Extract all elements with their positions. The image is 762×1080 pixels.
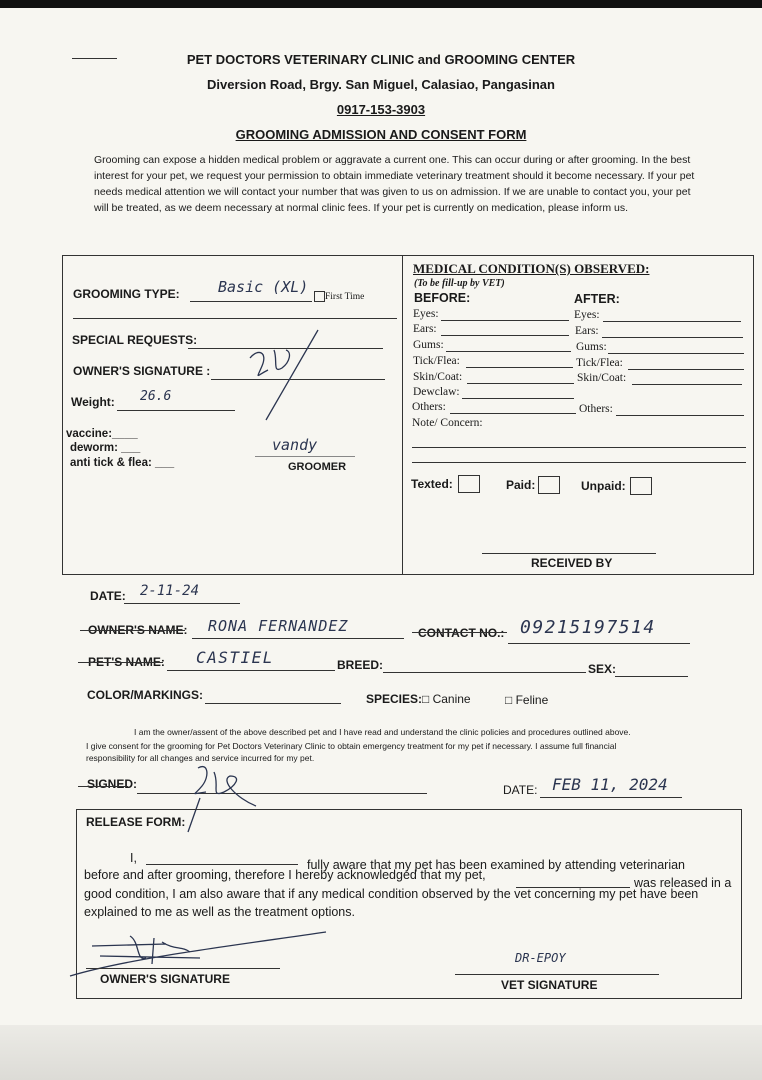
texted-label: Texted: bbox=[411, 477, 453, 491]
owner-name-label: OWNER'S NAME: bbox=[88, 623, 188, 637]
medical-subtitle: (To be fill-up by VET) bbox=[414, 278, 505, 289]
release-line3: good condition, I am also aware that if any medical condition observed by the vet concerning my pet have been bbox=[84, 887, 699, 901]
contact-value[interactable]: 09215197514 bbox=[520, 617, 656, 638]
weight-line bbox=[117, 410, 235, 411]
sex-line[interactable] bbox=[615, 676, 688, 677]
before-gums-line[interactable] bbox=[446, 351, 571, 352]
received-by-label: RECEIVED BY bbox=[531, 556, 613, 570]
before-others-line[interactable] bbox=[450, 413, 576, 414]
release-line4: explained to me as well as the treatment options. bbox=[84, 905, 355, 919]
contact-line bbox=[508, 643, 690, 644]
consent-date-line bbox=[540, 797, 682, 798]
vet-name-value[interactable]: DR-EPOY bbox=[515, 951, 566, 965]
before-label: BEFORE: bbox=[414, 291, 471, 305]
before-tickflea-label: Tick/Flea: bbox=[413, 355, 460, 367]
groomer-line bbox=[255, 456, 355, 457]
before-eyes-line[interactable] bbox=[441, 320, 569, 321]
special-requests-label: SPECIAL REQUESTS: bbox=[72, 333, 198, 347]
after-others-label: Others: bbox=[579, 403, 613, 415]
after-others-line[interactable] bbox=[616, 415, 744, 416]
before-skincoat-label: Skin/Coat: bbox=[413, 371, 463, 383]
signed-label: SIGNED: bbox=[87, 777, 138, 791]
release-line2-a: before and after grooming, therefore I hereby acknowledged that my pet, bbox=[84, 868, 486, 882]
scan-edge bbox=[0, 0, 762, 8]
color-markings-line[interactable] bbox=[205, 703, 341, 704]
unpaid-checkbox[interactable] bbox=[630, 477, 652, 495]
owner-name-value[interactable]: RONA FERNANDEZ bbox=[208, 617, 349, 635]
form-title: GROOMING ADMISSION AND CONSENT FORM bbox=[235, 127, 527, 142]
clinic-name: PET DOCTORS VETERINARY CLINIC and GROOMING CENTER bbox=[186, 52, 576, 67]
after-eyes-line[interactable] bbox=[603, 321, 741, 322]
after-tickflea-label: Tick/Flea: bbox=[576, 357, 623, 369]
groomer-label: GROOMER bbox=[288, 461, 347, 473]
before-dewclaw-line[interactable] bbox=[462, 398, 574, 399]
owner-release-signature-label: OWNER'S SIGNATURE bbox=[100, 972, 230, 986]
release-name-line[interactable] bbox=[146, 864, 298, 865]
note-line-2[interactable] bbox=[412, 462, 746, 463]
clinic-phone: 0917-153-3903 bbox=[336, 102, 426, 117]
after-gums-line[interactable] bbox=[608, 353, 744, 354]
first-time-label: First Time bbox=[325, 292, 365, 302]
before-ears-line[interactable] bbox=[441, 335, 569, 336]
paid-checkbox[interactable] bbox=[538, 476, 560, 494]
intro-paragraph: Grooming can expose a hidden medical problem or aggravate a current one. This can occur during or after grooming. In the best interest for your pet, we request your permission to obtain immediate veterinary treatment should it become necessary. If your pet needs medical attention we will contact your number that was given to us on admission. If we are unable to contact you, your pet will be treated, as we deem necessary at normal clinic fees. If your pet is currently on medication, please inform us. bbox=[94, 154, 695, 214]
before-gums-label: Gums: bbox=[413, 339, 444, 351]
after-eyes-label: Eyes: bbox=[574, 309, 600, 321]
after-skincoat-line[interactable] bbox=[632, 384, 742, 385]
pet-name-label: PET'S NAME: bbox=[88, 655, 165, 669]
texted-checkbox[interactable] bbox=[458, 475, 480, 493]
after-ears-line[interactable] bbox=[602, 337, 743, 338]
consent-date-label: DATE: bbox=[503, 783, 538, 797]
release-line1-b: fully aware that my pet has been examined by attending veterinarian bbox=[307, 858, 686, 872]
vaccine-label: vaccine:____ bbox=[66, 428, 138, 440]
weight-value[interactable]: 26.6 bbox=[140, 389, 172, 404]
owner-name-line bbox=[192, 638, 404, 639]
paid-label: Paid: bbox=[506, 478, 536, 492]
color-markings-label: COLOR/MARKINGS: bbox=[87, 688, 203, 702]
release-title: RELEASE FORM: bbox=[86, 815, 186, 829]
sex-label: SEX: bbox=[588, 662, 617, 676]
date-line bbox=[124, 603, 240, 604]
consent-line-2: I give consent for the grooming for Pet Doctors Veterinary Clinic to obtain emergency treatment for my pet if necessary. I assume full financial bbox=[86, 741, 617, 751]
vet-signature-label: VET SIGNATURE bbox=[501, 978, 598, 992]
owner-signature-scribble bbox=[238, 330, 328, 430]
vet-signature-line[interactable] bbox=[455, 974, 659, 975]
clinic-address: Diversion Road, Brgy. San Miguel, Calasiao, Pangasinan bbox=[207, 77, 555, 92]
after-gums-label: Gums: bbox=[576, 341, 607, 353]
breed-label: BREED: bbox=[337, 658, 384, 672]
species-label: SPECIES: bbox=[366, 692, 423, 706]
medical-title: MEDICAL CONDITION(S) OBSERVED: bbox=[413, 261, 650, 276]
owner-signature-label: OWNER'S SIGNATURE : bbox=[73, 364, 211, 378]
release-line1-a: I, bbox=[130, 851, 137, 865]
note-line-1[interactable] bbox=[412, 447, 746, 448]
received-by-line[interactable] bbox=[482, 553, 656, 554]
note-concern-label: Note/ Concern: bbox=[412, 417, 483, 429]
contact-strike bbox=[412, 632, 507, 633]
owner-release-signature-line[interactable] bbox=[86, 968, 280, 969]
feline-option[interactable]: □ Feline bbox=[505, 693, 549, 707]
grooming-type-label: GROOMING TYPE: bbox=[73, 287, 180, 301]
consent-date-value[interactable]: FEB 11, 2024 bbox=[552, 775, 668, 794]
before-tickflea-line[interactable] bbox=[466, 367, 573, 368]
before-eyes-label: Eyes: bbox=[413, 308, 439, 320]
pet-name-line bbox=[167, 670, 335, 671]
before-skincoat-line[interactable] bbox=[467, 383, 574, 384]
after-ears-label: Ears: bbox=[575, 325, 599, 337]
pet-name-value[interactable]: CASTIEL bbox=[196, 648, 274, 667]
groomer-value[interactable]: vandy bbox=[272, 436, 318, 454]
after-label: AFTER: bbox=[574, 292, 620, 306]
box-divider bbox=[402, 256, 403, 574]
date-value[interactable]: 2-11-24 bbox=[140, 583, 200, 599]
first-time-checkbox[interactable] bbox=[314, 291, 325, 302]
consent-line-3: responsibility for all changes and service incurred for my pet. bbox=[86, 753, 315, 763]
pet-name-strike bbox=[78, 662, 163, 663]
after-tickflea-line[interactable] bbox=[628, 369, 744, 370]
before-ears-label: Ears: bbox=[413, 323, 437, 335]
date-label: DATE: bbox=[90, 589, 126, 603]
unpaid-label: Unpaid: bbox=[581, 479, 626, 493]
grooming-type-line bbox=[190, 301, 312, 302]
grooming-extra-line bbox=[73, 318, 397, 319]
release-line2-b: was released in a bbox=[634, 876, 732, 890]
grooming-type-value[interactable]: Basic (XL) bbox=[218, 278, 309, 296]
before-others-label: Others: bbox=[412, 401, 446, 413]
before-dewclaw-label: Dewclaw: bbox=[413, 386, 460, 398]
consent-line-1: I am the owner/assent of the above described pet and I have read and understand the clinic policies and procedures outlined above. bbox=[134, 727, 631, 737]
deworm-label: deworm: ___ bbox=[70, 442, 141, 454]
contact-label: CONTACT NO.: bbox=[418, 626, 505, 640]
breed-line[interactable] bbox=[383, 672, 586, 673]
canine-option[interactable]: □ Canine bbox=[422, 692, 471, 706]
scan-bottom-shade bbox=[0, 1025, 762, 1080]
signed-strike bbox=[78, 786, 128, 787]
after-skincoat-label: Skin/Coat: bbox=[577, 372, 627, 384]
anti-tick-label: anti tick & flea: ___ bbox=[70, 457, 175, 469]
owner-name-strike bbox=[80, 630, 185, 631]
weight-label: Weight: bbox=[71, 395, 115, 409]
